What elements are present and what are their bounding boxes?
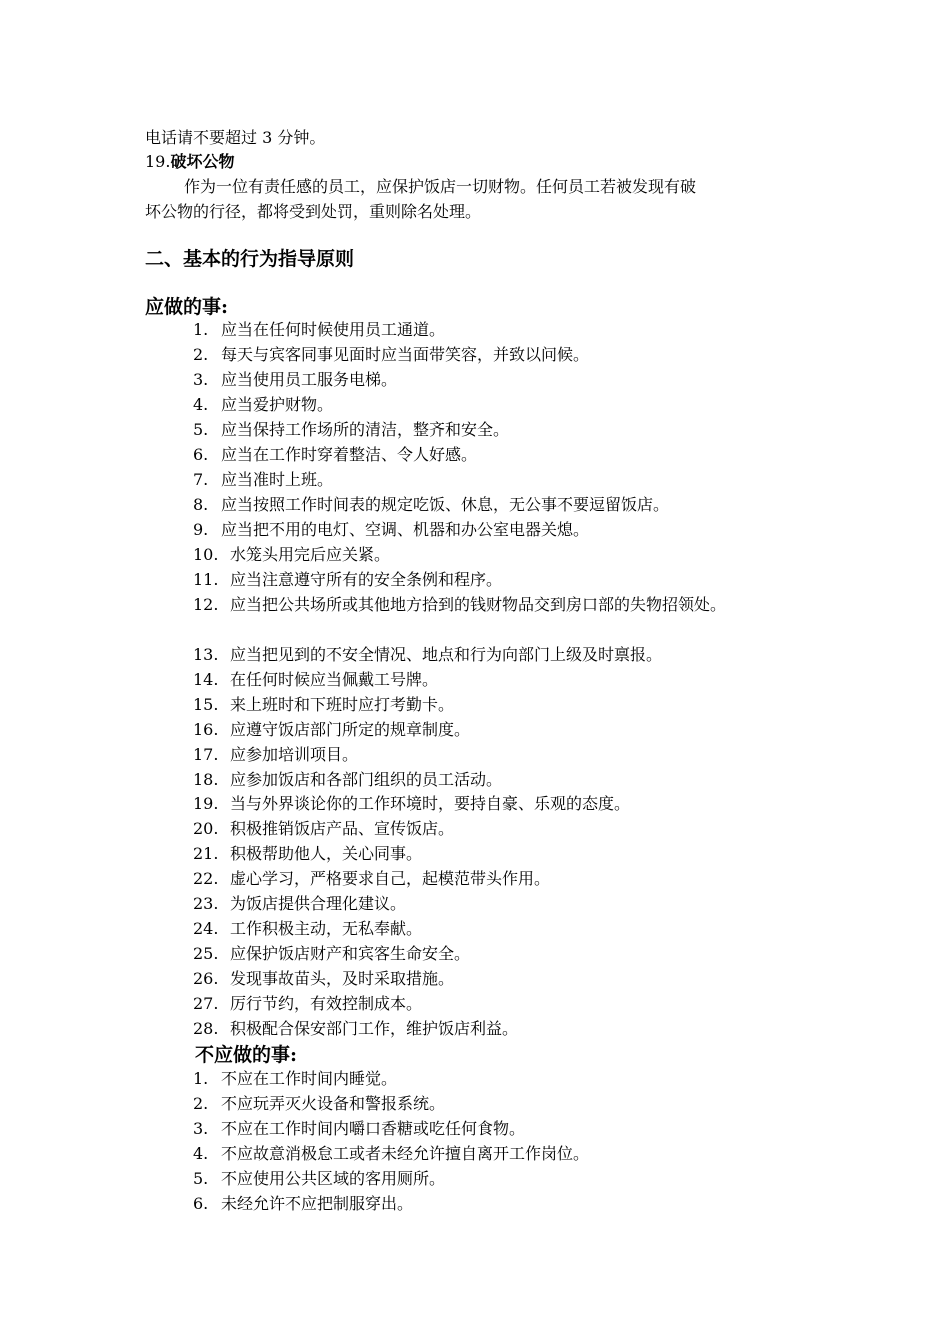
list-item (193, 770, 502, 790)
list-item-number: 10. (193, 545, 219, 564)
list-item-text: 发现事故苗头，及时采取措施。 (230, 968, 455, 988)
list-item-text: 不应在工作时间内睡觉。 (221, 1069, 398, 1088)
list-item (193, 944, 470, 964)
list-item-number: 4. (193, 395, 209, 414)
list-item-number: 24. (193, 918, 219, 938)
list-item-text: 厉行节约，有效控制成本。 (230, 993, 423, 1013)
list-item (193, 695, 454, 715)
list-item (193, 969, 454, 989)
list-item-text: 应当注意遵守所有的安全条例和程序。 (230, 570, 503, 589)
list-item-number: 4. (193, 1144, 209, 1163)
list-item-number: 17. (193, 744, 219, 764)
list-item-text: 工作积极主动，无私奉献。 (230, 918, 423, 938)
list-item (193, 819, 454, 839)
list-item-number: 3. (193, 1119, 209, 1138)
list-item-text: 应参加饭店和各部门组织的员工活动。 (230, 769, 503, 789)
list-item-text: 应当使用员工服务电梯。 (221, 370, 398, 389)
list-item (193, 520, 589, 540)
list-item-number: 5. (193, 420, 209, 439)
list-item (193, 345, 589, 365)
list-item-text: 虚心学习，严格要求自己，起模范带头作用。 (230, 869, 551, 889)
list-item-number: 7. (193, 470, 209, 489)
list-item-text: 水笼头用完后应关紧。 (230, 545, 391, 564)
list-item (193, 1069, 397, 1089)
list-item-number: 19. (193, 794, 219, 814)
list-item-number: 16. (193, 719, 219, 739)
list-item-number: 25. (193, 943, 219, 963)
list-item-text: 积极帮助他人，关心同事。 (230, 844, 423, 864)
list-item (193, 844, 422, 864)
list-item-text: 应当准时上班。 (221, 470, 334, 489)
list-item-text: 未经允许不应把制服穿出。 (221, 1194, 414, 1213)
list-item-text: 应当把不用的电灯、空调、机器和办公室电器关熄。 (221, 520, 590, 539)
list-item (193, 994, 422, 1014)
item-19-title: 破坏公物 (170, 152, 235, 171)
list-item-number: 21. (193, 844, 219, 864)
list-item-text: 不应在工作时间内嚼口香糖或吃任何食物。 (221, 1119, 526, 1138)
list-item-number: 13. (193, 645, 219, 664)
section-title: 二、基本的行为指导原则 (145, 248, 355, 270)
list-item (193, 1169, 445, 1189)
list-item-text: 积极配合保安部门工作，维护饭店利益。 (230, 1018, 519, 1038)
list-item-text: 应当按照工作时间表的规定吃饭、休息，无公事不要逗留饭店。 (221, 495, 670, 514)
list-item-number: 12. (193, 595, 219, 614)
list-item (193, 1094, 445, 1114)
list-item-text: 积极推销饭店产品、宣传饭店。 (230, 819, 455, 839)
list-item-number: 26. (193, 968, 219, 988)
list-item (193, 570, 502, 590)
list-item-text: 在任何时候应当佩戴工号牌。 (230, 669, 439, 689)
paragraph-line-1: 作为一位有责任感的员工，应保护饭店一切财物。任何员工若被发现有破 (184, 177, 697, 196)
list-item (193, 1144, 589, 1164)
list-item (193, 745, 358, 765)
item-19-number: 19. (145, 152, 171, 171)
list-item-number: 15. (193, 694, 219, 714)
list-item-text: 不应故意消极怠工或者未经允许擅自离开工作岗位。 (221, 1144, 590, 1163)
list-item-number: 14. (193, 669, 219, 689)
list-item-text: 应遵守饭店部门所定的规章制度。 (230, 719, 471, 739)
list-item-text: 应当保持工作场所的清洁，整齐和安全。 (221, 420, 510, 439)
list-item-number: 27. (193, 993, 219, 1013)
list-item (193, 1119, 525, 1139)
list-item-number: 9. (193, 520, 209, 539)
list-item-number: 6. (193, 445, 209, 464)
list-item-text: 不应使用公共区域的客用厕所。 (221, 1169, 446, 1188)
list-item (193, 445, 477, 465)
list-item (193, 595, 726, 615)
list-item-text: 应保护饭店财产和宾客生命安全。 (230, 943, 471, 963)
donts-heading: 不应做的事: (195, 1044, 298, 1066)
list-item-number: 2. (193, 1094, 209, 1113)
list-item-text: 应当爱护财物。 (221, 395, 334, 414)
list-item-text: 应参加培训项目。 (230, 744, 359, 764)
list-item (193, 395, 333, 415)
list-item (193, 495, 669, 515)
list-item-text: 每天与宾客同事见面时应当面带笑容，并致以问候。 (221, 345, 590, 364)
list-item-text: 应当在任何时候使用员工通道。 (221, 320, 446, 339)
list-item-text: 不应玩弄灭火设备和警报系统。 (221, 1094, 446, 1113)
list-item-number: 20. (193, 819, 219, 839)
list-item-number: 1. (193, 1069, 209, 1088)
list-item (193, 919, 422, 939)
list-item-number: 28. (193, 1018, 219, 1038)
list-item-number: 23. (193, 894, 219, 913)
list-item (193, 420, 509, 440)
list-item-text: 当与外界谈论你的工作环境时，要持自豪、乐观的态度。 (230, 794, 631, 814)
list-item (193, 645, 662, 665)
list-item (193, 370, 397, 390)
list-item-text: 为饭店提供合理化建议。 (230, 894, 407, 913)
list-item-number: 8. (193, 495, 209, 514)
list-item-number: 18. (193, 769, 219, 789)
list-item (193, 545, 390, 565)
list-item-number: 2. (193, 345, 209, 364)
list-item-text: 来上班时和下班时应打考勤卡。 (230, 694, 455, 714)
list-item (193, 670, 438, 690)
list-item-number: 3. (193, 370, 209, 389)
list-item-number: 5. (193, 1169, 209, 1188)
list-item (193, 894, 406, 914)
list-item-number: 11. (193, 570, 219, 589)
item-19-heading (145, 152, 234, 172)
list-item (193, 720, 470, 740)
list-item (193, 1019, 518, 1039)
list-item-number: 6. (193, 1194, 209, 1213)
dos-heading: 应做的事: (145, 296, 229, 318)
list-item-number: 22. (193, 869, 219, 889)
paragraph-line-2: 坏公物的行径，都将受到处罚，重则除名处理。 (145, 202, 482, 221)
list-item-number: 1. (193, 320, 209, 339)
list-item (193, 320, 445, 340)
list-item (193, 869, 550, 889)
list-item-text: 应当把公共场所或其他地方拾到的钱财物品交到房口部的失物招领处。 (230, 595, 727, 614)
list-item-text: 应当在工作时穿着整洁、令人好感。 (221, 445, 478, 464)
list-item-text: 应当把见到的不安全情况、地点和行为向部门上级及时禀报。 (230, 645, 663, 664)
list-item (193, 1194, 413, 1214)
list-item (193, 470, 333, 490)
list-item (193, 794, 630, 814)
intro-line: 电话请不要超过 3 分钟。 (145, 128, 326, 147)
